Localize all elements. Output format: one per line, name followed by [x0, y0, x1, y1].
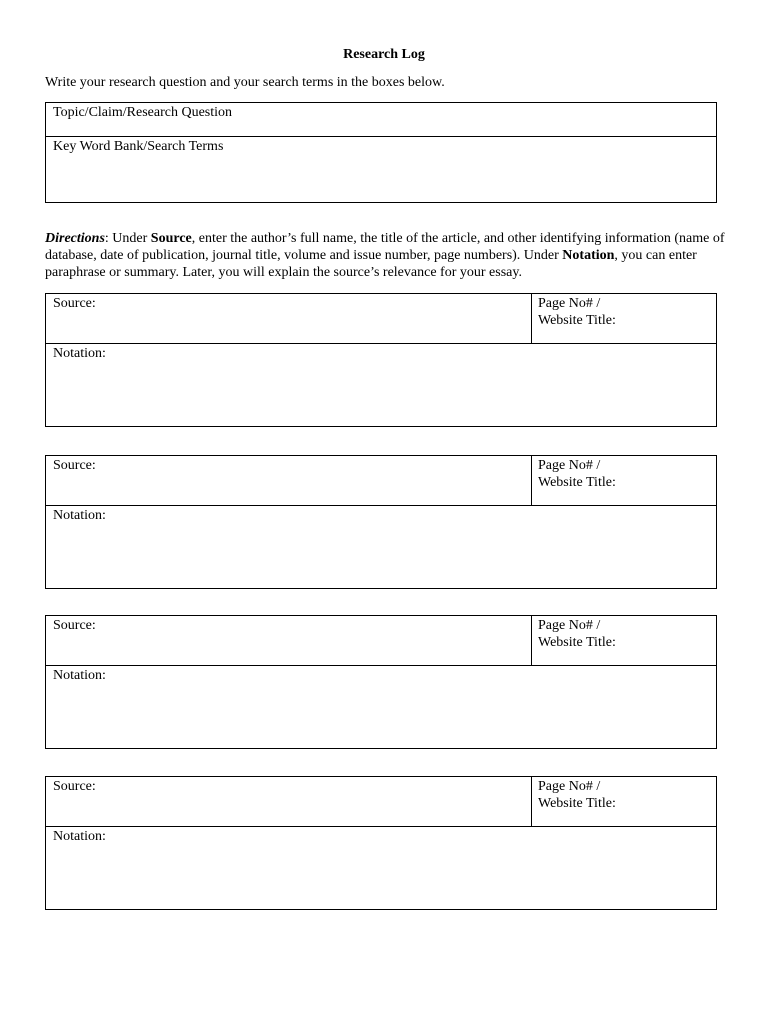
source-field[interactable] [46, 777, 532, 827]
source-label: Source: [53, 458, 96, 473]
website-title-label: Website Title: [538, 796, 616, 811]
page-website-field[interactable] [532, 294, 716, 344]
source-label: Source: [53, 296, 96, 311]
source-entry-box [45, 776, 717, 910]
notation-field[interactable] [46, 666, 716, 748]
source-entry-box [45, 615, 717, 749]
directions-lead: Directions [45, 231, 105, 246]
notation-field[interactable] [46, 827, 716, 909]
source-label: Source: [53, 618, 96, 633]
intro-text: Write your research question and your search terms in the boxes below. [45, 75, 445, 90]
topic-box [45, 102, 717, 203]
page-website-field[interactable] [532, 456, 716, 506]
notation-label: Notation: [53, 346, 106, 361]
source-field[interactable] [46, 456, 532, 506]
directions-part1: : Under [104, 231, 151, 246]
directions-notation-word: Notation [562, 248, 615, 263]
notation-label: Notation: [53, 508, 106, 523]
notation-field[interactable] [46, 344, 716, 426]
website-title-label: Website Title: [538, 635, 616, 650]
page-website-field[interactable] [532, 616, 716, 666]
source-entry-box [45, 455, 717, 589]
source-entry-box [45, 293, 717, 427]
directions-text [45, 230, 725, 281]
page-no-label: Page No# / [538, 458, 601, 473]
notation-label: Notation: [53, 668, 106, 683]
source-field[interactable] [46, 294, 532, 344]
directions-source-word: Source [150, 231, 192, 246]
directions-part3: , you can enter paraphrase or summary. Later, you will explain the source’s relevance for your essay. [45, 248, 697, 280]
keyword-field[interactable] [46, 137, 716, 202]
website-title-label: Website Title: [538, 475, 616, 490]
page-no-label: Page No# / [538, 618, 601, 633]
notation-field[interactable] [46, 506, 716, 588]
topic-label: Topic/Claim/Research Question [53, 105, 233, 120]
source-field[interactable] [46, 616, 532, 666]
website-title-label: Website Title: [538, 313, 616, 328]
topic-field[interactable] [46, 103, 716, 137]
notation-label: Notation: [53, 829, 106, 844]
directions-part2: , enter the author’s full name, the title of the article, and other identifying information (name of database, date of publication, journal title, volume and issue number, page numbers). Under [45, 231, 725, 263]
page-no-label: Page No# / [538, 296, 601, 311]
page-no-label: Page No# / [538, 779, 601, 794]
keyword-label: Key Word Bank/Search Terms [53, 139, 224, 154]
source-label: Source: [53, 779, 96, 794]
page-website-field[interactable] [532, 777, 716, 827]
page-title: Research Log [343, 47, 425, 62]
